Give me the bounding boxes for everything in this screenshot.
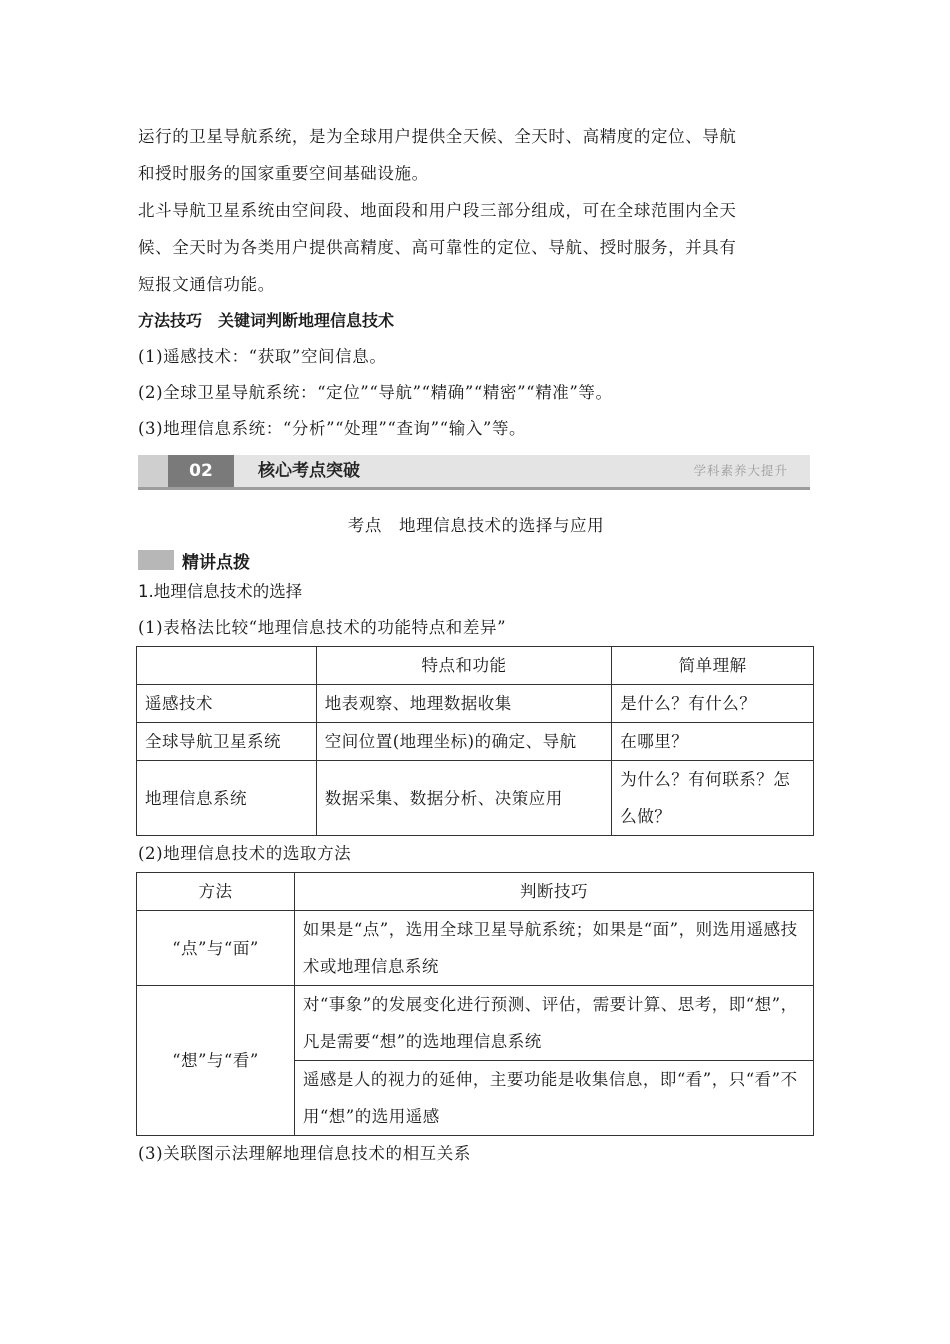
section1-title: 1.地理信息技术的选择 bbox=[138, 582, 303, 601]
table-cell: 对“事象”的发展变化进行预测、评估，需要计算、思考，即“想”，凡是需要“想”的选地理信息系统 bbox=[294, 986, 813, 1061]
table3-caption: (3)关联图示法理解地理信息技术的相互关系 bbox=[138, 1144, 471, 1163]
table-cell: 地理信息系统 bbox=[137, 761, 317, 836]
banner-subtitle: 学科素养大提升 bbox=[693, 463, 788, 478]
table-cell: 在哪里？ bbox=[612, 723, 814, 761]
table-cell: 空间位置(地理坐标)的确定、导航 bbox=[316, 723, 612, 761]
beidou-line: 北斗导航卫星系统由空间段、地面段和用户段三部分组成，可在全球范围内全天 bbox=[138, 201, 737, 220]
jingjiang-label: 精讲点拨 bbox=[182, 552, 250, 573]
table2-caption: (2)地理信息技术的选取方法 bbox=[138, 844, 352, 863]
beidou-line: 候、全天时为各类用户提供高精度、高可靠性的定位、导航、授时服务，并具有 bbox=[138, 238, 737, 257]
table-header-cell: 特点和功能 bbox=[316, 647, 612, 685]
kaodian-title: 考点 地理信息技术的选择与应用 bbox=[347, 516, 605, 535]
table-cell: 地表观察、地理数据收集 bbox=[316, 685, 612, 723]
tips-title: 方法技巧 关键词判断地理信息技术 bbox=[138, 311, 395, 330]
table-row bbox=[137, 761, 814, 836]
table-header-cell bbox=[137, 647, 317, 685]
table-cell: 遥感技术 bbox=[137, 685, 317, 723]
section-banner bbox=[138, 455, 810, 490]
table-header-cell: 简单理解 bbox=[612, 647, 814, 685]
banner-title: 核心考点突破 bbox=[258, 461, 360, 481]
tips-item: (2)全球卫星导航系统：“定位”“导航”“精确”“精密”“精准”等。 bbox=[138, 383, 613, 402]
table-cell: 数据采集、数据分析、决策应用 bbox=[316, 761, 612, 836]
beidou-line: 短报文通信功能。 bbox=[138, 275, 275, 294]
tips-item: (1)遥感技术：“获取”空间信息。 bbox=[138, 347, 387, 366]
table-cell: “点”与“面” bbox=[137, 911, 295, 986]
table-header-row bbox=[137, 873, 814, 911]
table-header-cell: 方法 bbox=[137, 873, 295, 911]
table-row bbox=[137, 986, 814, 1061]
table-cell: 为什么？有何联系？怎么做？ bbox=[612, 761, 814, 836]
banner-number: 02 bbox=[168, 455, 234, 487]
table-cell: 如果是“点”，选用全球卫星导航系统；如果是“面”，则选用遥感技术或地理信息系统 bbox=[294, 911, 813, 986]
intro-line: 运行的卫星导航系统，是为全球用户提供全天候、全天时、高精度的定位、导航 bbox=[138, 127, 737, 146]
document-page bbox=[138, 118, 814, 1172]
heading-bar bbox=[138, 550, 174, 570]
table-cell: 是什么？有什么？ bbox=[612, 685, 814, 723]
tech-comparison-table bbox=[136, 646, 814, 836]
jingjiang-heading bbox=[138, 546, 814, 574]
intro-line: 和授时服务的国家重要空间基础设施。 bbox=[138, 164, 429, 183]
table-cell: 遥感是人的视力的延伸，主要功能是收集信息，即“看”，只“看”不用“想”的选用遥感 bbox=[294, 1061, 813, 1136]
table-row bbox=[137, 685, 814, 723]
table-row bbox=[137, 723, 814, 761]
table-row bbox=[137, 911, 814, 986]
table-header-row bbox=[137, 647, 814, 685]
table1-caption: (1)表格法比较“地理信息技术的功能特点和差异” bbox=[138, 618, 507, 637]
banner-accent bbox=[138, 455, 168, 487]
table-header-cell: 判断技巧 bbox=[294, 873, 813, 911]
method-table bbox=[136, 872, 814, 1136]
table-cell: “想”与“看” bbox=[137, 986, 295, 1136]
tips-item: (3)地理信息系统：“分析”“处理”“查询”“输入”等。 bbox=[138, 419, 527, 438]
table-cell: 全球导航卫星系统 bbox=[137, 723, 317, 761]
